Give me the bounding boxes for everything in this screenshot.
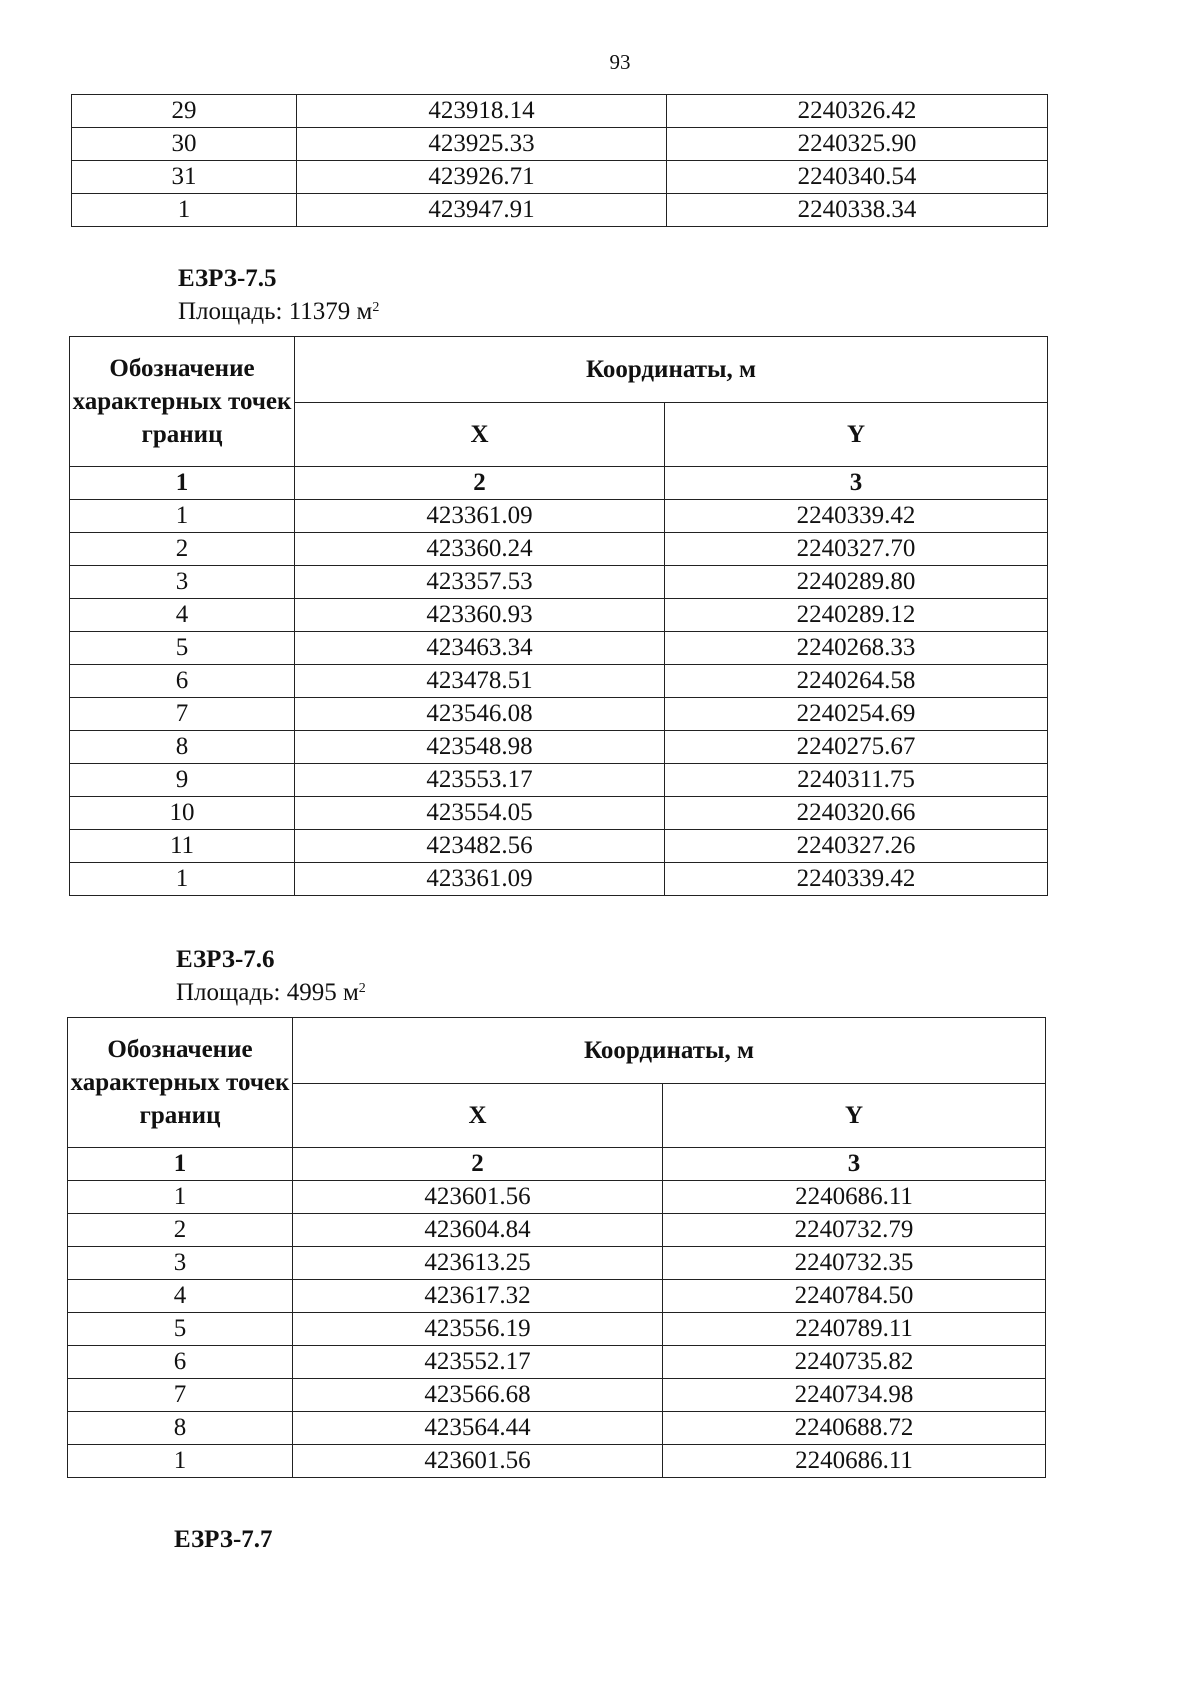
table-row (68, 1247, 1046, 1280)
x-cell: 423360.93 (295, 599, 665, 632)
y-cell: 2240289.12 (665, 599, 1048, 632)
table-row (68, 1181, 1046, 1214)
point-cell: 29 (72, 95, 297, 128)
x-cell: 423360.24 (295, 533, 665, 566)
y-cell: 2240264.58 (665, 665, 1048, 698)
y-column-header: Y (663, 1084, 1046, 1148)
column-index-row (70, 467, 1048, 500)
section-title: ЕЗРЗ-7.5 (178, 265, 277, 292)
column-index: 3 (663, 1148, 1046, 1181)
point-cell: 1 (68, 1181, 293, 1214)
point-cell: 4 (70, 599, 295, 632)
point-column-header: Обозначение характерных точек границ (70, 337, 295, 467)
point-cell: 6 (68, 1346, 293, 1379)
point-cell: 7 (68, 1379, 293, 1412)
table-row (68, 1445, 1046, 1478)
y-cell: 2240732.79 (663, 1214, 1046, 1247)
y-cell: 2240320.66 (665, 797, 1048, 830)
point-cell: 8 (70, 731, 295, 764)
y-column-header: Y (665, 403, 1048, 467)
point-cell: 2 (68, 1214, 293, 1247)
table-row (70, 566, 1048, 599)
coordinates-table (69, 336, 1048, 896)
x-cell: 423361.09 (295, 500, 665, 533)
y-cell: 2240275.67 (665, 731, 1048, 764)
point-cell: 30 (72, 128, 297, 161)
table-row (68, 1412, 1046, 1445)
point-cell: 2 (70, 533, 295, 566)
y-cell: 2240686.11 (663, 1181, 1046, 1214)
x-cell: 423604.84 (293, 1214, 663, 1247)
table-row (72, 161, 1048, 194)
coordinates-table (67, 1017, 1046, 1478)
x-cell: 423553.17 (295, 764, 665, 797)
x-cell: 423601.56 (293, 1445, 663, 1478)
area-superscript: 2 (358, 981, 366, 996)
y-cell: 2240686.11 (663, 1445, 1046, 1478)
table-row (70, 665, 1048, 698)
y-cell: 2240340.54 (667, 161, 1048, 194)
y-cell: 2240338.34 (667, 194, 1048, 227)
point-cell: 3 (70, 566, 295, 599)
area-text: Площадь: 4995 м (176, 979, 359, 1006)
page-number: 93 (609, 50, 631, 74)
y-cell: 2240327.70 (665, 533, 1048, 566)
table-row (68, 1313, 1046, 1346)
x-cell: 423918.14 (297, 95, 667, 128)
y-cell: 2240254.69 (665, 698, 1048, 731)
table-row (68, 1280, 1046, 1313)
y-cell: 2240289.80 (665, 566, 1048, 599)
y-cell: 2240325.90 (667, 128, 1048, 161)
point-cell: 5 (70, 632, 295, 665)
table-row (68, 1346, 1046, 1379)
point-cell: 1 (70, 863, 295, 896)
table-row (70, 797, 1048, 830)
section-title: ЕЗРЗ-7.6 (176, 946, 275, 973)
table-row (72, 194, 1048, 227)
column-index: 1 (70, 467, 295, 500)
y-cell: 2240327.26 (665, 830, 1048, 863)
x-cell: 423548.98 (295, 731, 665, 764)
x-cell: 423546.08 (295, 698, 665, 731)
point-cell: 9 (70, 764, 295, 797)
table-row (70, 830, 1048, 863)
area-label (178, 297, 379, 327)
coordinates-header: Координаты, м (293, 1018, 1046, 1084)
table-row (70, 632, 1048, 665)
x-cell: 423478.51 (295, 665, 665, 698)
table-row (70, 731, 1048, 764)
point-cell: 5 (68, 1313, 293, 1346)
y-cell: 2240326.42 (667, 95, 1048, 128)
table-row (70, 599, 1048, 632)
table-row (70, 698, 1048, 731)
point-cell: 11 (70, 830, 295, 863)
x-cell: 423463.34 (295, 632, 665, 665)
x-cell: 423554.05 (295, 797, 665, 830)
point-cell: 3 (68, 1247, 293, 1280)
point-cell: 1 (70, 500, 295, 533)
y-cell: 2240735.82 (663, 1346, 1046, 1379)
table-row (70, 764, 1048, 797)
x-cell: 423357.53 (295, 566, 665, 599)
point-cell: 6 (70, 665, 295, 698)
x-cell: 423613.25 (293, 1247, 663, 1280)
table-row (68, 1214, 1046, 1247)
x-column-header: X (293, 1084, 663, 1148)
point-cell: 1 (72, 194, 297, 227)
table-row (72, 95, 1048, 128)
top-coordinates-table (71, 94, 1048, 227)
table-row (72, 128, 1048, 161)
column-index: 3 (665, 467, 1048, 500)
x-cell: 423926.71 (297, 161, 667, 194)
point-cell: 31 (72, 161, 297, 194)
table-row (68, 1379, 1046, 1412)
point-cell: 7 (70, 698, 295, 731)
column-index: 2 (295, 467, 665, 500)
point-cell: 8 (68, 1412, 293, 1445)
y-cell: 2240734.98 (663, 1379, 1046, 1412)
x-cell: 423552.17 (293, 1346, 663, 1379)
x-column-header: X (295, 403, 665, 467)
y-cell: 2240732.35 (663, 1247, 1046, 1280)
x-cell: 423617.32 (293, 1280, 663, 1313)
x-cell: 423564.44 (293, 1412, 663, 1445)
table-row (70, 533, 1048, 566)
point-cell: 10 (70, 797, 295, 830)
y-cell: 2240268.33 (665, 632, 1048, 665)
point-cell: 1 (68, 1445, 293, 1478)
x-cell: 423482.56 (295, 830, 665, 863)
table-row (70, 863, 1048, 896)
area-text: Площадь: 11379 м (178, 298, 373, 325)
coordinates-header: Координаты, м (295, 337, 1048, 403)
x-cell: 423566.68 (293, 1379, 663, 1412)
y-cell: 2240339.42 (665, 500, 1048, 533)
y-cell: 2240311.75 (665, 764, 1048, 797)
x-cell: 423601.56 (293, 1181, 663, 1214)
x-cell: 423947.91 (297, 194, 667, 227)
x-cell: 423361.09 (295, 863, 665, 896)
point-column-header: Обозначение характерных точек границ (68, 1018, 293, 1148)
area-superscript: 2 (372, 300, 380, 315)
point-cell: 4 (68, 1280, 293, 1313)
y-cell: 2240784.50 (663, 1280, 1046, 1313)
y-cell: 2240688.72 (663, 1412, 1046, 1445)
area-label (176, 978, 366, 1008)
table-row (70, 500, 1048, 533)
column-index: 2 (293, 1148, 663, 1181)
x-cell: 423556.19 (293, 1313, 663, 1346)
y-cell: 2240339.42 (665, 863, 1048, 896)
section-title: ЕЗРЗ-7.7 (174, 1526, 273, 1553)
column-index-row (68, 1148, 1046, 1181)
column-index: 1 (68, 1148, 293, 1181)
x-cell: 423925.33 (297, 128, 667, 161)
y-cell: 2240789.11 (663, 1313, 1046, 1346)
